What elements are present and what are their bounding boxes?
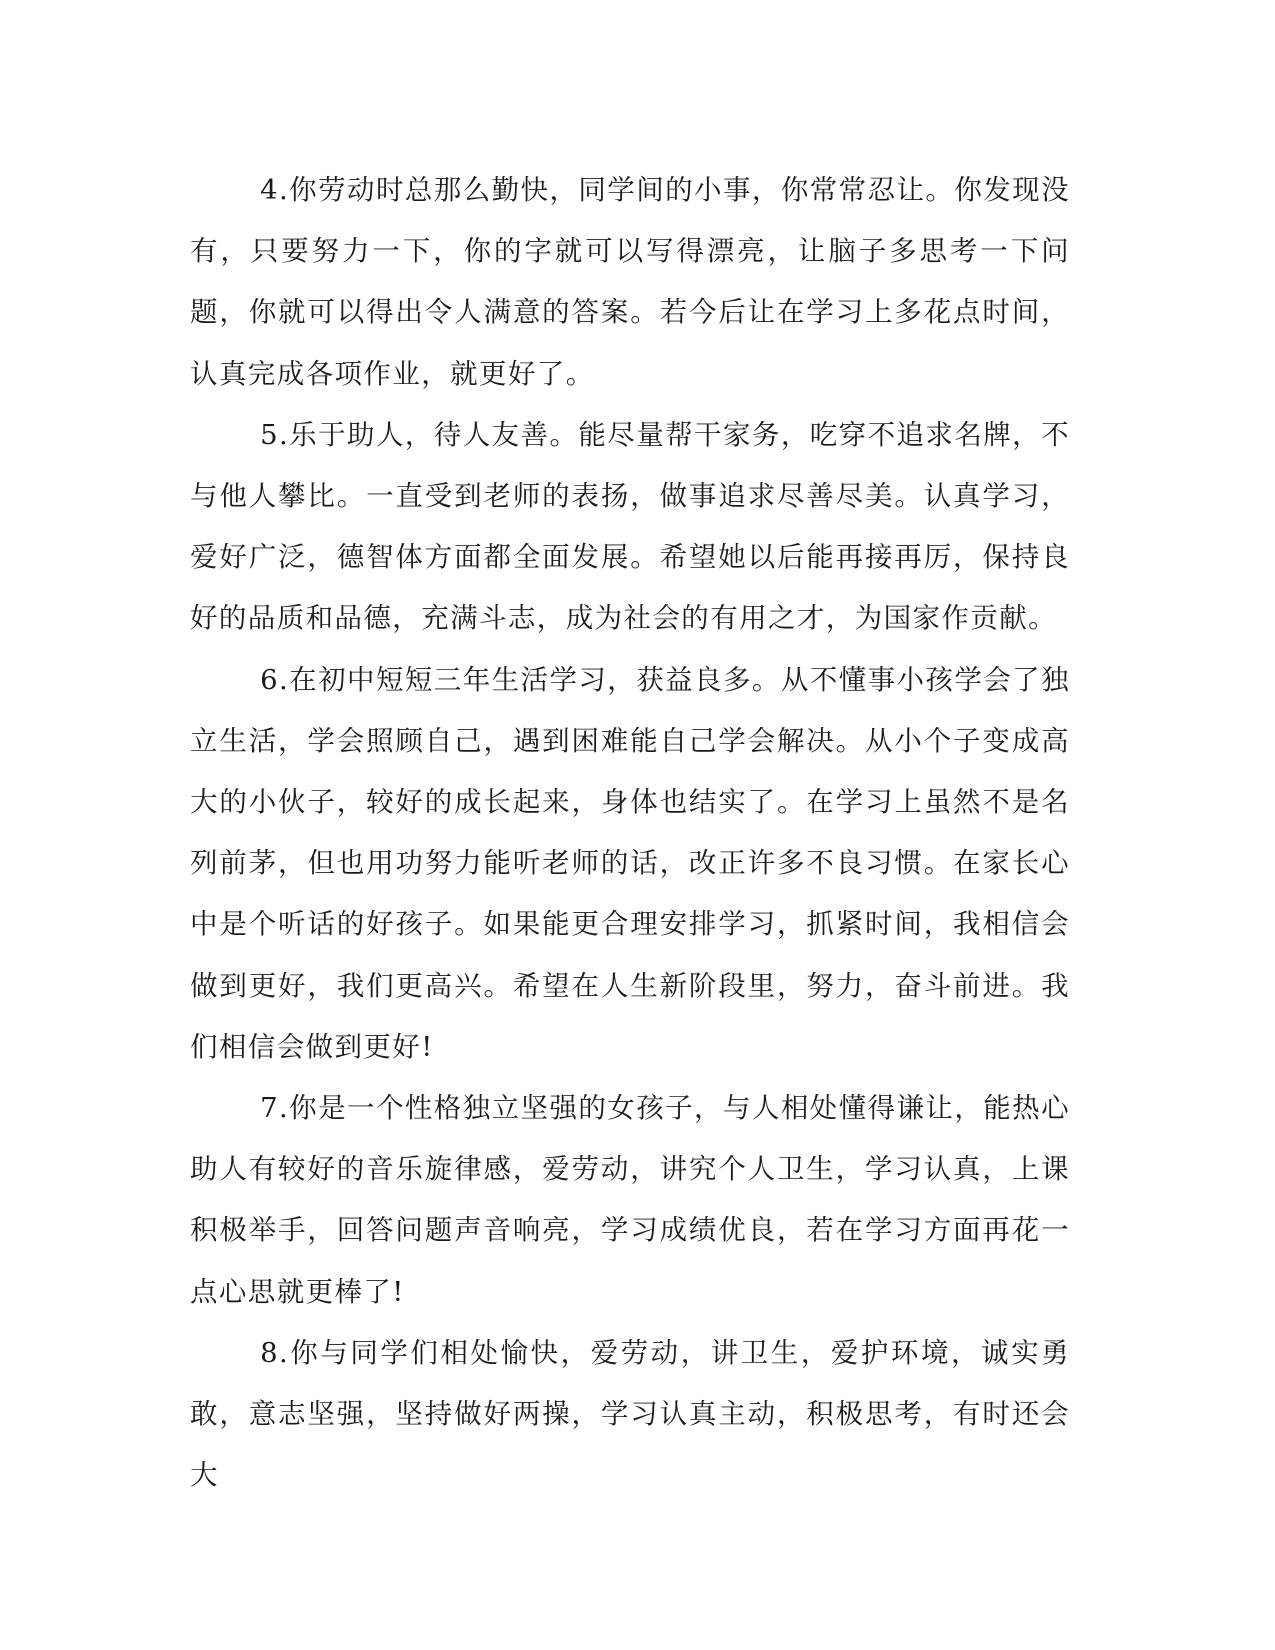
paragraph-4: 4.你劳动时总那么勤快，同学间的小事，你常常忍让。你发现没有，只要努力一下，你的字就可以写得漂亮，让脑子多思考一下问题，你就可以得出令人满意的答案。若今后让在学习上多花点时间，认真完成各项作业，就更好了。 <box>190 174 1070 390</box>
document-body <box>190 160 1070 1506</box>
paragraph-5: 5.乐于助人，待人友善。能尽量帮干家务，吃穿不追求名牌，不与他人攀比。一直受到老师的表扬，做事追求尽善尽美。认真学习，爱好广泛，德智体方面都全面发展。希望她以后能再接再厉，保持良好的品质和品德，充满斗志，成为社会的有用之才，为国家作贡献。 <box>190 418 1070 635</box>
paragraph-7: 7.你是一个性格独立坚强的女孩子，与人相处懂得谦让，能热心助人有较好的音乐旋律感，爱劳动，讲究个人卫生，学习认真，上课积极举手，回答问题声音响亮，学习成绩优良，若在学习方面再花一点心思就更棒了! <box>190 1092 1070 1308</box>
paragraph-6: 6.在初中短短三年生活学习，获益良多。从不懂事小孩学会了独立生活，学会照顾自己，遇到困难能自己学会解决。从小个子变成高大的小伙子，较好的成长起来，身体也结实了。在学习上虽然不是名列前茅，但也用功努力能听老师的话，改正许多不良习惯。在家长心中是个听话的好孩子。如果能更合理安排学习，抓紧时间，我相信会做到更好，我们更高兴。希望在人生新阶段里，努力，奋斗前进。我们相信会做到更好! <box>190 663 1070 1063</box>
paragraph-8: 8.你与同学们相处愉快，爱劳动，讲卫生，爱护环境，诚实勇敢，意志坚强，坚持做好两操，学习认真主动，积极思考，有时还会大 <box>190 1336 1070 1492</box>
